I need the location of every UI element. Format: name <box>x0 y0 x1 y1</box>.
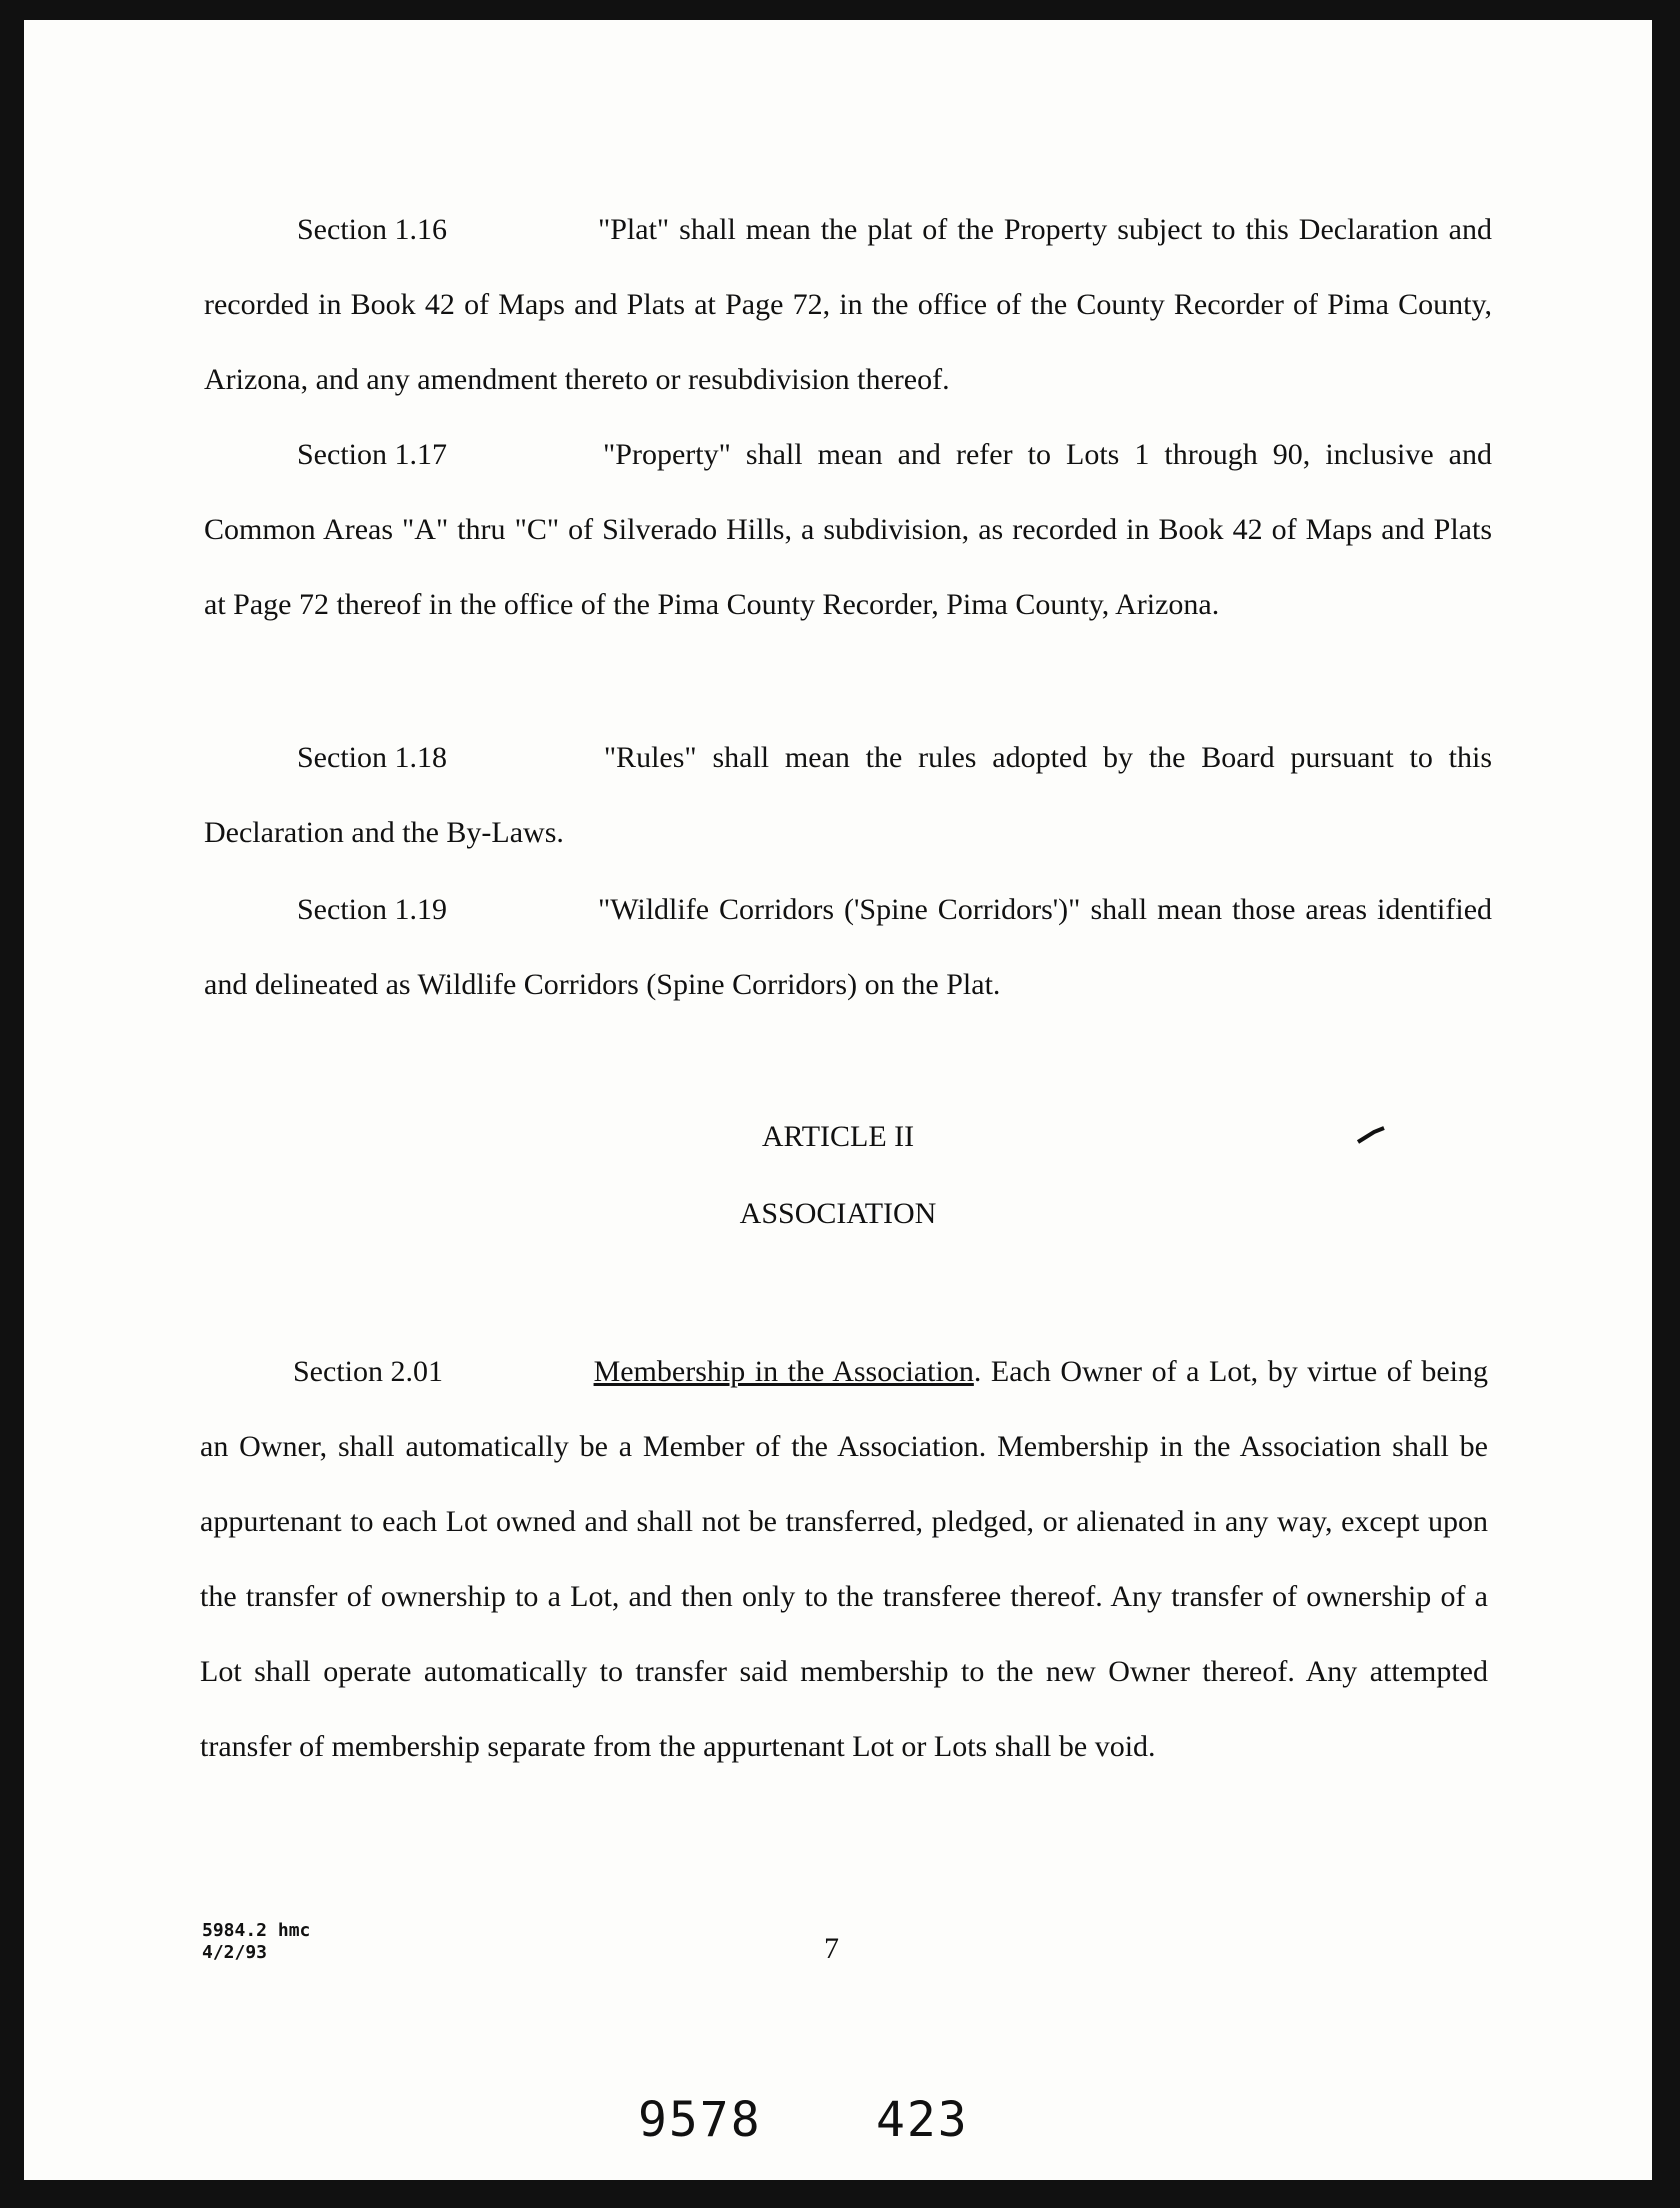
article-number: ARTICLE II <box>761 1120 915 1153</box>
section-label: Section 1.18 <box>297 741 447 774</box>
page-stamp: 423 <box>876 2092 969 2148</box>
docket-stamp: 9578 <box>638 2092 762 2148</box>
defined-term: "Property" <box>603 438 731 471</box>
file-ref: 5984.2 hmc <box>202 1920 311 1941</box>
section-1-16 <box>204 192 1492 417</box>
file-reference <box>202 1920 310 1964</box>
section-1-17 <box>204 417 1492 642</box>
page-number: 7 <box>824 1932 839 1965</box>
section-label: Section 2.01 <box>293 1355 443 1388</box>
section-1-18 <box>204 720 1492 870</box>
file-date: 4/2/93 <box>202 1942 268 1963</box>
document-page <box>24 20 1652 2180</box>
defined-term: "Rules" <box>603 741 697 774</box>
section-1-19 <box>204 872 1492 1022</box>
section-heading: Membership in the Association <box>593 1355 974 1388</box>
scan-speck-icon <box>1354 1120 1394 1150</box>
section-label: Section 1.17 <box>297 438 447 471</box>
section-text: . Each Owner of a Lot, by virtue of being an Owner, shall automatically be a Member of the Association. Membership in the Association shall be appurtenant to each Lot owned and shall not be transferred, pledged, or alienated in any way, except upon the transfer of ownership to a Lot, and then only to the transferee thereof. Any transfer of ownership of a Lot shall operate automatically to transfer said membership to the new Owner thereof. Any attempted transfer of membership separate from the appurtenant Lot or Lots shall be void. <box>200 1355 1488 1763</box>
section-text: shall mean the rules adopted by the Board pursuant to this Declaration and the By-Laws. <box>204 741 1493 849</box>
section-text: shall mean the plat of the Property subject to this Declaration and recorded in Book 42 of Maps and Plats at Page 72, in the office of the County Recorder of Pima County, Arizona, and any amendment thereto or resubdivision thereof. <box>204 213 1492 396</box>
section-text: shall mean those areas identified and delineated as Wildlife Corridors (Spine Corridors) on the Plat. <box>204 893 1493 1001</box>
defined-term: "Wildlife Corridors ('Spine Corridors')" <box>598 893 1081 926</box>
defined-term: "Plat" <box>597 213 670 246</box>
section-label: Section 1.19 <box>297 893 447 926</box>
section-label: Section 1.16 <box>297 213 447 246</box>
section-text: shall mean and refer to Lots 1 through 90, inclusive and Common Areas "A" thru "C" of Silverado Hills, a subdivision, as recorded in Book 42 of Maps and Plats at Page 72 thereof in the office of the Pima County Recorder, Pima County, Arizona. <box>204 438 1492 621</box>
section-2-01 <box>200 1334 1488 1784</box>
article-title: ASSOCIATION <box>739 1197 937 1230</box>
